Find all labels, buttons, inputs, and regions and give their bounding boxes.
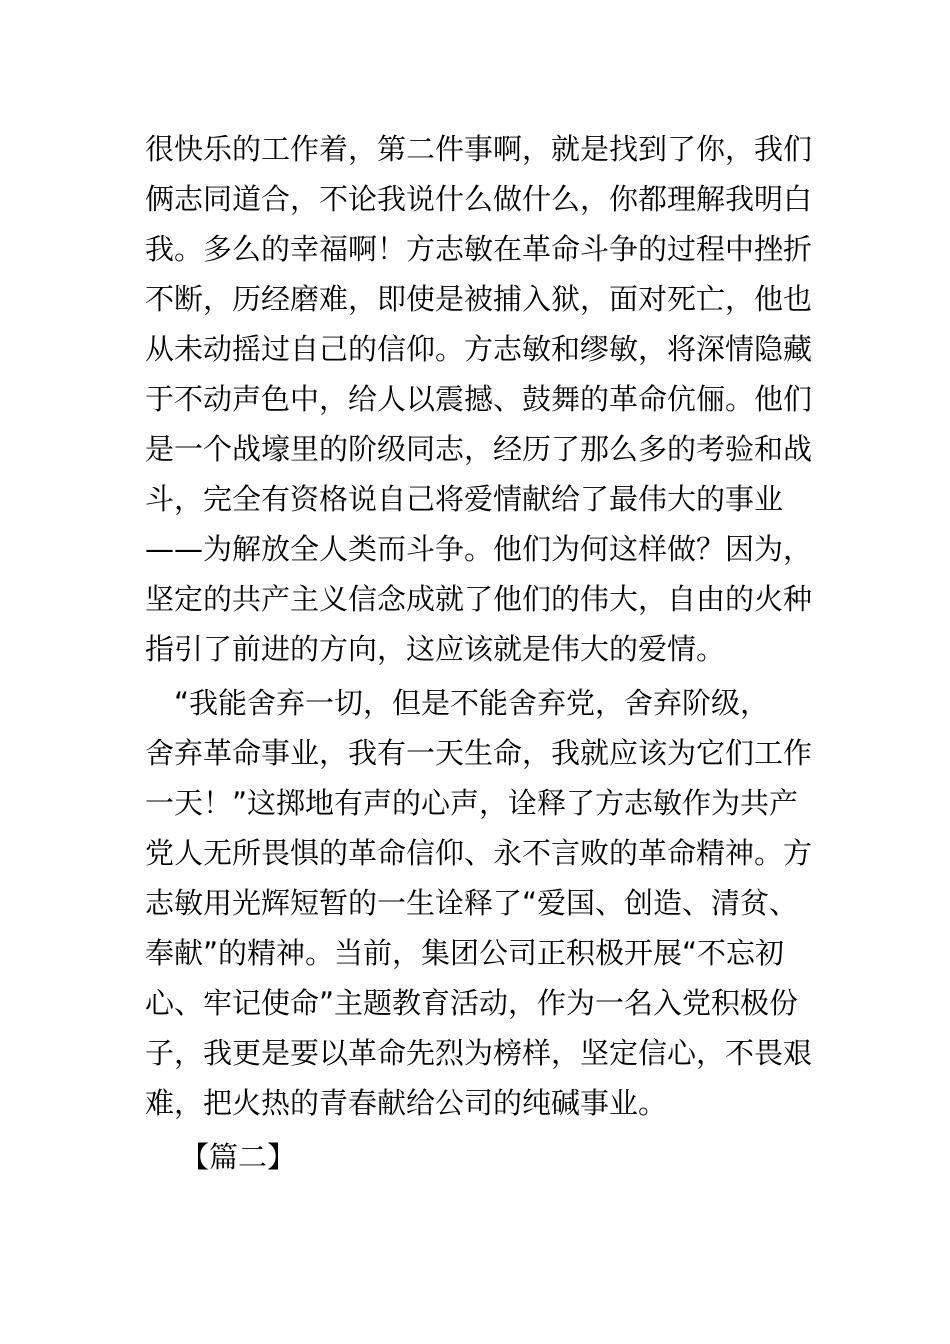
text-line: 于不动声色中，给人以震撼、鼓舞的革命伉俪。他们: [145, 382, 813, 416]
text-line: 我。多么的幸福啊！方志敏在革命斗争的过程中挫折: [145, 232, 813, 266]
text-line: ——为解放全人类而斗争。他们为何这样做？因为，: [145, 532, 813, 566]
text-line: 一天！”这掷地有声的心声，诠释了方志敏作为共产: [145, 786, 799, 820]
text-line: 不断，历经磨难，即使是被捕入狱，面对死亡，他也: [145, 282, 813, 316]
text-line: 奉献”的精神。当前，集团公司正积极开展“不忘初: [145, 936, 785, 970]
text-line: “我能舍弃一切，但是不能舍弃党，舍弃阶级，: [145, 686, 770, 720]
text-line: 俩志同道合，不论我说什么做什么，你都理解我明白: [145, 182, 813, 216]
paragraph-2: [145, 678, 813, 1128]
text-line: 从未动摇过自己的信仰。方志敏和缪敏，将深情隐藏: [145, 332, 813, 366]
text-line: 斗，完全有资格说自己将爱情献给了最伟大的事业: [145, 482, 784, 516]
body-text: [145, 124, 813, 1128]
text-line: 很快乐的工作着，第二件事啊，就是找到了你，我们: [145, 132, 813, 166]
paragraph-1: [145, 124, 813, 674]
text-line: 坚定的共产主义信念成就了他们的伟大，自由的火种: [145, 582, 813, 616]
text-line: 难，把火热的青春献给公司的纯碱事业。: [145, 1086, 668, 1120]
text-line: 志敏用光辉短暂的一生诠释了“爱国、创造、清贫、: [145, 886, 799, 920]
text-line: 舍弃革命事业，我有一天生命，我就应该为它们工作: [145, 736, 813, 770]
text-line: 党人无所畏惧的革命信仰、永不言败的革命精神。方: [145, 836, 813, 870]
text-line: 子，我更是要以革命先烈为榜样，坚定信心，不畏艰: [145, 1036, 813, 1070]
section-heading: 【篇二】: [180, 1140, 297, 1174]
text-line: 指引了前进的方向，这应该就是伟大的爱情。: [145, 632, 726, 666]
text-line: 是一个战壕里的阶级同志，经历了那么多的考验和战: [145, 432, 813, 466]
text-line: 心、牢记使命”主题教育活动，作为一名入党积极份: [145, 986, 799, 1020]
